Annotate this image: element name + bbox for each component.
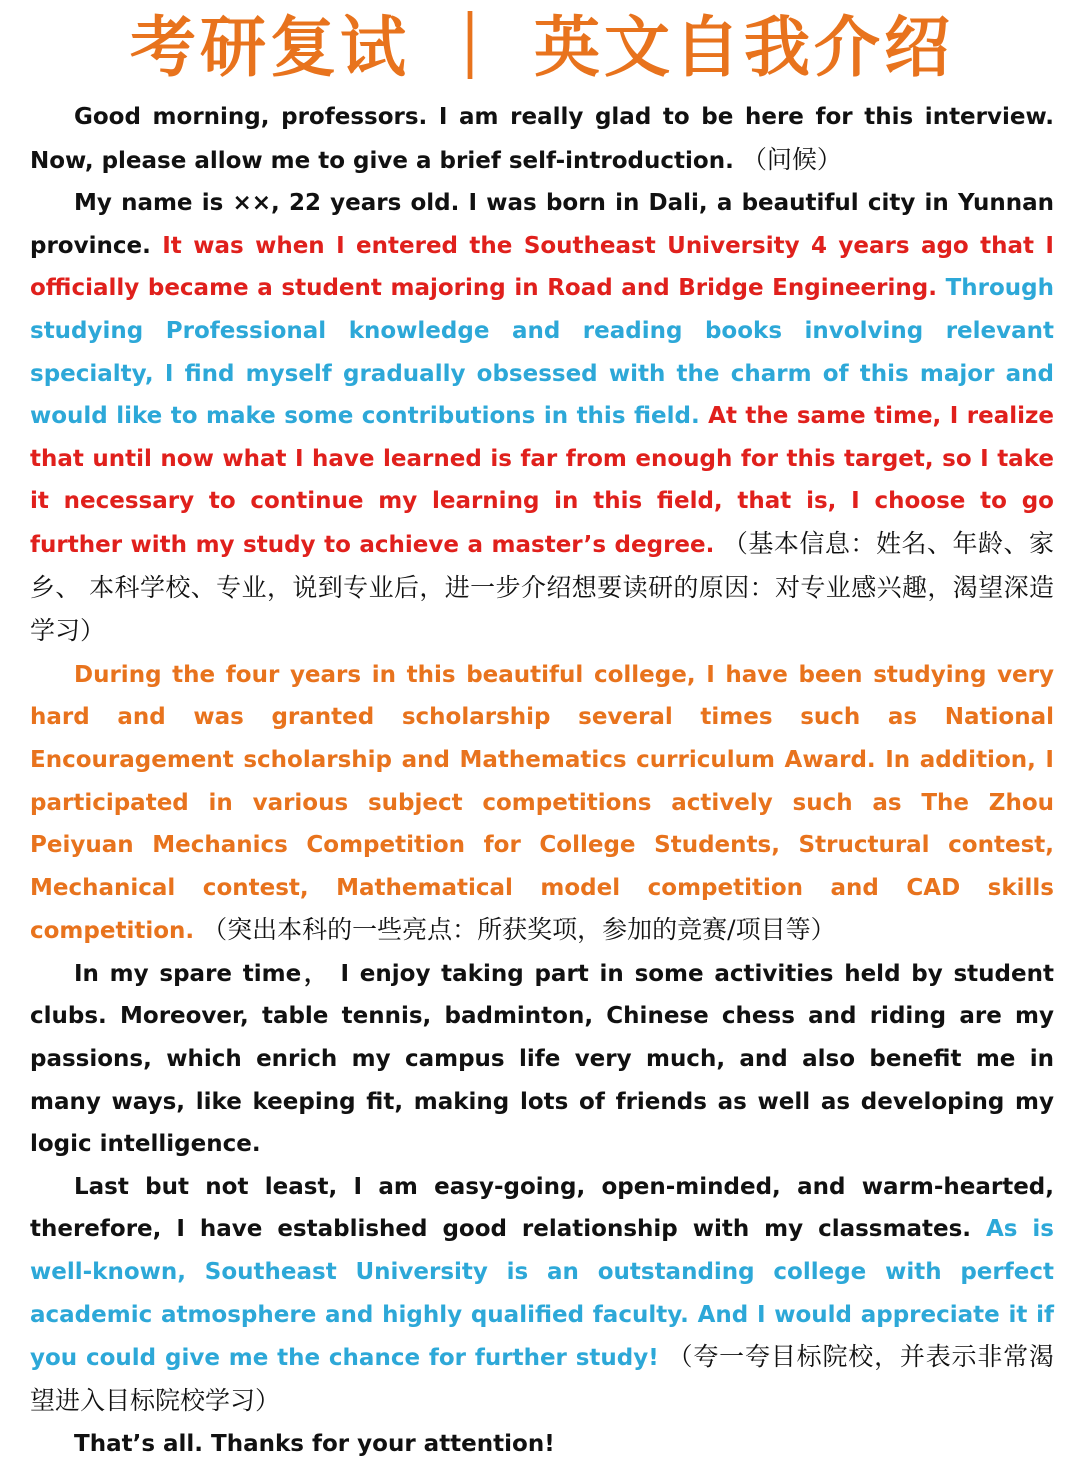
text-segment: As is well-known, Southeast University is an outstanding college with perfect academic atmosphere and highly qualified faculty. And I would appreciate it if you could give me the chance for further study! bbox=[30, 1216, 1054, 1372]
document-body bbox=[30, 96, 1054, 1466]
page-title: 考研复试 ｜ 英文自我介绍 bbox=[130, 9, 954, 86]
chinese-annotation: （基本信息：姓名、年龄、家乡、 本科学校、专业，说到专业后，进一步介绍想要读研的原因：对专业感兴趣，渴望深造学习） bbox=[30, 528, 1054, 646]
text-segment: In my spare time， I enjoy taking part in some activities held by student clubs. Moreover, table tennis, badminton, Chinese chess and riding are my passions, which enrich my campus life very much, and also benefit me in many ways, like keeping fit, making lots of friends as well as developing my logic intelligence. bbox=[30, 960, 1054, 1158]
paragraph bbox=[30, 1166, 1054, 1424]
paragraph bbox=[30, 953, 1054, 1166]
chinese-annotation: （问候） bbox=[741, 144, 842, 174]
text-segment: Last but not least, I am easy-going, open-minded, and warm-hearted, therefore, I have established good relationship with my classmates. bbox=[30, 1173, 1054, 1243]
paragraph bbox=[30, 182, 1054, 654]
text-segment: That’s all. Thanks for your attention! bbox=[74, 1431, 555, 1458]
paragraph bbox=[30, 96, 1054, 182]
text-segment: At the same time, I realize that until now what I have learned is far from enough for this target, so I take it necessary to continue my learning in this field, that is, I choose to go further with my study to achieve a master’s degree. bbox=[30, 403, 1054, 558]
text-segment: During the four years in this beautiful college, I have been studying very hard and was granted scholarship several times such as National Encouragement scholarship and Mathematics curriculum Award. In addition, I participated in various subject competitions actively such as The Zhou Peiyuan Mechanics Competition for College Students, Structural contest, Mechanical contest, Mathematical model competition and CAD skills competition. bbox=[30, 661, 1054, 945]
text-segment: My name is ××, 22 years old. I was born in Dali, a beautiful city in Yunnan province. bbox=[30, 190, 1054, 259]
text-segment: Good morning, professors. I am really glad to be here for this interview. Now, please allow me to give a brief self-introduction. bbox=[30, 104, 1054, 174]
paragraph bbox=[30, 654, 1054, 953]
paragraph bbox=[30, 1423, 1054, 1466]
text-segment: Through studying Professional knowledge and reading books involving relevant specialty, I find myself gradually obsessed with the charm of this major and would like to make some contributions in this field. bbox=[30, 275, 1054, 430]
text-segment: It was when I entered the Southeast University 4 years ago that I officially became a student majoring in Road and Bridge Engineering. bbox=[30, 232, 1054, 302]
chinese-annotation: （夸一夸目标院校，并表示非常渴望进入目标院校学习） bbox=[30, 1342, 1054, 1415]
chinese-annotation: （突出本科的一些亮点：所获奖项，参加的竞赛/项目等） bbox=[202, 915, 836, 945]
